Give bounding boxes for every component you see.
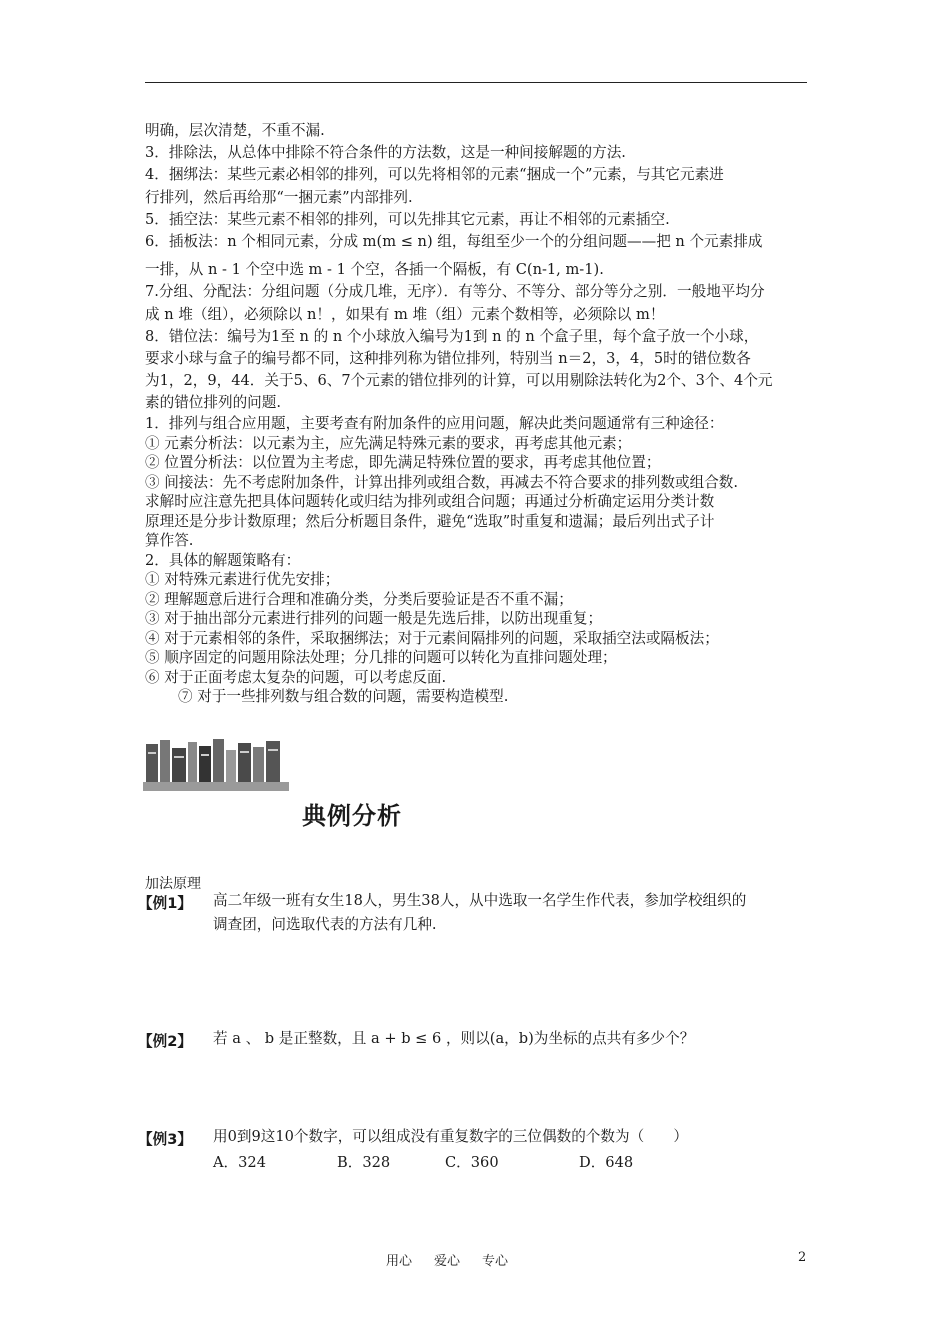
subsection-label: 加法原理 (145, 876, 201, 892)
strategy-line: ③ 间接法：先不考虑附加条件，计算出排列或组合数，再减去不符合要求的排列数或组合数. (145, 473, 739, 491)
strategy-line: 原理还是分步计数原理；然后分析题目条件，避免“选取”时重复和遗漏；最后列出式子计 (145, 512, 715, 530)
option-c: C．360 (445, 1154, 499, 1171)
page-number: 2 (798, 1250, 807, 1265)
body-line: 为1，2，9，44．关于5、6、7个元素的错位排列的计算，可以用剔除法转化为2个、3个、4个元 (145, 372, 773, 390)
example-3-text: 用0到9这10个数字，可以组成没有重复数字的三位偶数的个数为（ ） (213, 1128, 688, 1145)
body-line: 6．插板法：n 个相同元素，分成 m(m ≤ n) 组，每组至少一个的分组问题——把 n 个元素排成 (145, 233, 763, 250)
strategy-line: ⑥ 对于正面考虑太复杂的问题，可以考虑反面. (145, 668, 447, 686)
option-b: B．328 (337, 1154, 391, 1171)
example-2-label: 【例2】 (138, 1033, 192, 1050)
body-line: 成 n 堆（组），必须除以 n！，如果有 m 堆（组）元素个数相等，必须除以 m！ (145, 305, 665, 323)
example-1-label: 【例1】 (138, 895, 192, 912)
body-line: 3．排除法，从总体中排除不符合条件的方法数，这是一种间接解题的方法. (145, 144, 626, 162)
body-line: 行排列，然后再给那“一捆元素”内部排列. (145, 188, 413, 206)
body-line: 7.分组、分配法：分组问题（分成几堆，无序）．有等分、不等分、部分等分之别．一般地平均分 (145, 283, 765, 301)
body-line: 8．错位法：编号为1至 n 的 n 个小球放入编号为1到 n 的 n 个盒子里，每个盒子放一个小球， (145, 327, 759, 345)
option-d: D．648 (579, 1154, 634, 1171)
strategy-line: ② 位置分析法：以位置为主考虑，即先满足特殊位置的要求，再考虑其他位置； (145, 454, 661, 471)
indented-line: ⑦ 对于一些排列数与组合数的问题，需要构造模型. (178, 688, 509, 705)
footer: 用心 爱心 专心 (386, 1254, 509, 1269)
body-line: 明确，层次清楚，不重不漏. (145, 122, 325, 139)
example-2-text: 若 a 、 b 是正整数，且 a + b ≤ 6 ，则以(a，b)为坐标的点共有多少个？ (213, 1030, 695, 1047)
body-line: 5．插空法：某些元素不相邻的排列，可以先排其它元素，再让不相邻的元素插空. (145, 210, 670, 228)
answer-options (213, 1151, 633, 1172)
strategy-line: ③ 对于抽出部分元素进行排列的问题一般是先选后排，以防出现重复； (145, 610, 603, 627)
strategy-line: ① 元素分析法：以元素为主，应先满足特殊元素的要求，再考虑其他元素； (145, 434, 632, 452)
strategy-line: ② 理解题意后进行合理和准确分类，分类后要验证是否不重不漏； (145, 590, 573, 608)
body-line: 要求小球与盒子的编号都不同，这种排列称为错位排列，特别当 n＝2，3，4，5时的错位数各 (145, 350, 751, 367)
strategy-line: ⑤ 顺序固定的问题用除法处理；分几排的问题可以转化为直排问题处理； (145, 649, 617, 666)
strategy-line: 求解时应注意先把具体问题转化或归结为排列或组合问题；再通过分析确定运用分类计数 (145, 493, 715, 510)
strategy-line: ④ 对于元素相邻的条件，采取捆绑法；对于元素间隔排列的问题，采取插空法或隔板法； (145, 629, 719, 647)
header-rule (145, 82, 807, 83)
example-1-text: 高二年级一班有女生18人，男生38人，从中选取一名学生作代表，参加学校组织的 调查团，问选取代表的方法有几种. (213, 892, 747, 933)
example-3-label: 【例3】 (138, 1131, 192, 1148)
books-icon (143, 738, 289, 792)
strategy-line: 1．排列与组合应用题，主要考查有附加条件的应用问题，解决此类问题通常有三种途径： (145, 415, 724, 432)
body-line: 一排，从 n - 1 个空中选 m - 1 个空，各插一个隔板，有 C(n-1, m-1). (145, 261, 604, 279)
body-line: 4．捆绑法：某些元素必相邻的排列，可以先将相邻的元素“捆成一个”元素，与其它元素进 (145, 166, 724, 184)
body-line: 素的错位排列的问题. (145, 394, 281, 412)
option-a: A．324 (213, 1154, 266, 1171)
section-heading: 典例分析 (302, 802, 402, 830)
strategy-line: 2．具体的解题策略有： (145, 551, 301, 569)
strategy-line: ① 对特殊元素进行优先安排； (145, 571, 340, 588)
strategy-line: 算作答. (145, 532, 194, 549)
